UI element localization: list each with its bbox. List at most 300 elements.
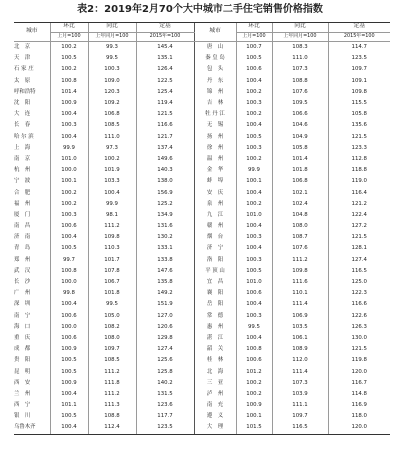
city-name-cell: 合 肥 [14,189,31,196]
city-name-cell: 桂 林 [194,355,236,366]
city-name-cell: 南 充 [194,400,236,411]
city-name-cell: 大 连 [14,111,31,118]
base-index-cell: 125.2 [136,199,194,210]
city-name-cell: 吉 林 [194,98,236,109]
yoy-index-cell: 110.3 [88,244,136,255]
table-row [14,53,390,64]
yoy-index-cell: 107.6 [272,87,328,98]
mom-index-cell: 100.2 [236,199,272,210]
table-body [14,42,390,435]
base-index-cell: 122.4 [328,210,390,221]
base-index-cell: 121.5 [136,109,194,120]
city-name-cell: 赣 州 [194,221,236,232]
mom-index-cell: 100.6 [50,311,88,322]
table-title: 表2：2019年2月70个大中城市二手住宅销售价格指数 [77,4,323,15]
yoy-index-cell: 104.9 [272,132,328,143]
yoy-index-cell: 108.5 [88,121,136,132]
yoy-index-cell: 108.8 [272,76,328,87]
yoy-index-cell: 111.4 [272,300,328,311]
yoy-index-cell: 108.9 [272,344,328,355]
header-yoy: 同比 [88,23,136,33]
yoy-index-cell: 111.2 [88,221,136,232]
mom-index-cell: 100.4 [50,232,88,243]
base-index-cell: 109.1 [328,76,390,87]
table-row [14,333,390,344]
base-index-cell: 120.0 [328,423,390,435]
city-name-cell: 扬 州 [194,132,236,143]
yoy-index-cell: 108.8 [88,411,136,422]
base-index-cell: 138.0 [136,176,194,187]
table-row [14,221,390,232]
yoy-index-cell: 108.7 [272,232,328,243]
city-name-cell: 厦 门 [14,211,31,218]
city-name-cell: 北 京 [14,44,31,51]
yoy-index-cell: 99.5 [88,300,136,311]
base-index-cell: 112.8 [328,154,390,165]
base-index-cell: 134.9 [136,210,194,221]
yoy-index-cell: 101.7 [88,255,136,266]
yoy-index-cell: 111.0 [272,53,328,64]
city-name-cell: 大 理 [194,423,236,435]
city-name-cell: 天 津 [14,55,31,62]
base-index-cell: 122.5 [136,76,194,87]
base-index-cell: 137.4 [136,143,194,154]
city-name-cell: 石 家 庄 [14,66,34,73]
base-index-cell: 123.5 [136,423,194,435]
city-name-cell: 无 锡 [194,121,236,132]
yoy-index-cell: 97.3 [88,143,136,154]
table-row [14,322,390,333]
city-name-cell: 昆 明 [14,368,31,375]
mom-index-cell: 100.9 [50,344,88,355]
base-index-cell: 128.1 [328,244,390,255]
header-yoy-right: 同比 [272,23,328,33]
table-header [14,23,390,42]
city-name-cell: 湛 江 [194,333,236,344]
city-name-cell: 南 宁 [14,312,31,319]
yoy-index-cell: 103.5 [272,322,328,333]
header-base-sub: 2015年=100 [136,32,194,42]
mom-index-cell: 100.8 [50,266,88,277]
base-index-cell: 121.7 [136,132,194,143]
city-name-cell: 武 汉 [14,267,31,274]
yoy-index-cell: 111.3 [88,400,136,411]
mom-index-cell: 100.1 [236,176,272,187]
city-name-cell: 重 庆 [14,334,31,341]
mom-index-cell: 100.3 [236,143,272,154]
header-city-right: 城市 [194,23,236,42]
table-row [14,210,390,221]
base-index-cell: 109.7 [328,65,390,76]
table-row [14,121,390,132]
mom-index-cell: 100.3 [236,255,272,266]
mom-index-cell: 99.8 [50,288,88,299]
mom-index-cell: 101.0 [236,210,272,221]
yoy-index-cell: 99.9 [88,199,136,210]
yoy-index-cell: 106.1 [272,333,328,344]
city-name-cell: 北 海 [194,367,236,378]
base-index-cell: 121.5 [328,232,390,243]
base-index-cell: 127.0 [136,311,194,322]
city-name-cell: 福 州 [14,200,31,207]
header-mom-sub: 上月=100 [50,32,88,42]
yoy-index-cell: 101.8 [272,165,328,176]
city-name-cell: 哈 尔 滨 [14,133,34,140]
yoy-index-cell: 99.3 [88,42,136,54]
city-name-cell: 沈 阳 [14,100,31,107]
yoy-index-cell: 106.8 [88,109,136,120]
mom-index-cell: 100.5 [50,244,88,255]
base-index-cell: 149.2 [136,288,194,299]
city-name-cell: 青 岛 [14,245,31,252]
base-index-cell: 116.6 [328,300,390,311]
table-row [14,143,390,154]
table-row [14,76,390,87]
mom-index-cell: 99.9 [236,165,272,176]
yoy-index-cell: 111.2 [88,389,136,400]
city-name-cell: 郑 州 [14,256,31,263]
yoy-index-cell: 109.8 [88,232,136,243]
city-name-cell: 乌鲁木齐 [14,423,50,435]
mom-index-cell: 101.4 [50,87,88,98]
table-row [14,389,390,400]
city-name-cell: 韶 关 [194,344,236,355]
mom-index-cell: 100.4 [236,244,272,255]
header-base: 定基 [136,23,194,33]
yoy-index-cell: 103.9 [272,389,328,400]
yoy-index-cell: 111.2 [88,367,136,378]
table-row [14,188,390,199]
base-index-cell: 151.9 [136,300,194,311]
base-index-cell: 116.4 [328,188,390,199]
base-index-cell: 127.4 [328,255,390,266]
base-index-cell: 135.8 [136,277,194,288]
yoy-index-cell: 109.7 [272,411,328,422]
base-index-cell: 116.9 [328,400,390,411]
table-row [14,199,390,210]
city-name-cell: 杭 州 [14,167,31,174]
mom-index-cell: 100.2 [236,378,272,389]
yoy-index-cell: 105.8 [272,143,328,154]
base-index-cell: 120.0 [328,367,390,378]
city-name-cell: 贵 阳 [14,357,31,364]
mom-index-cell: 100.1 [236,411,272,422]
city-name-cell: 惠 州 [194,322,236,333]
mom-index-cell: 100.9 [236,400,272,411]
price-index-table [14,22,390,435]
table-row [14,344,390,355]
yoy-index-cell: 111.0 [88,132,136,143]
base-index-cell: 145.4 [136,42,194,54]
city-name-cell: 济 南 [14,234,31,241]
yoy-index-cell: 107.3 [272,378,328,389]
table-row [14,42,390,54]
table-row [14,311,390,322]
header-base-right: 定基 [328,23,390,33]
header-mom-right: 环比 [236,23,272,33]
yoy-index-cell: 109.5 [272,98,328,109]
city-name-cell: 南 昌 [14,223,31,230]
city-name-cell: 宁 波 [14,178,31,185]
city-name-cell: 银 川 [14,413,31,420]
mom-index-cell: 100.9 [50,378,88,389]
mom-index-cell: 100.0 [50,165,88,176]
city-name-cell: 唐 山 [194,42,236,54]
base-index-cell: 126.4 [136,65,194,76]
city-name-cell: 济 宁 [194,244,236,255]
city-name-cell: 金 华 [194,165,236,176]
mom-index-cell: 100.6 [236,288,272,299]
yoy-index-cell: 102.1 [272,188,328,199]
mom-index-cell: 101.1 [50,400,88,411]
table-row [14,244,390,255]
city-name-cell: 宜 昌 [194,277,236,288]
mom-index-cell: 100.5 [236,266,272,277]
city-name-cell: 徐 州 [194,143,236,154]
mom-index-cell: 100.3 [236,232,272,243]
city-name-cell: 西 宁 [14,402,31,409]
base-index-cell: 122.3 [328,288,390,299]
base-index-cell: 147.6 [136,266,194,277]
base-index-cell: 125.6 [136,355,194,366]
yoy-index-cell: 107.3 [272,65,328,76]
header-city: 城市 [14,23,50,42]
mom-index-cell: 99.9 [50,143,88,154]
yoy-index-cell: 98.1 [88,210,136,221]
mom-index-cell: 99.7 [50,255,88,266]
base-index-cell: 131.6 [136,221,194,232]
yoy-index-cell: 109.2 [88,98,136,109]
base-index-cell: 122.6 [328,311,390,322]
yoy-index-cell: 107.6 [272,244,328,255]
city-name-cell: 兰 州 [14,390,31,397]
yoy-index-cell: 101.9 [88,165,136,176]
base-index-cell: 131.5 [136,389,194,400]
yoy-index-cell: 100.3 [88,65,136,76]
table-row [14,423,390,435]
yoy-index-cell: 111.4 [272,367,328,378]
base-index-cell: 125.8 [136,367,194,378]
mom-index-cell: 100.5 [50,53,88,64]
base-index-cell: 115.5 [328,98,390,109]
yoy-index-cell: 108.3 [272,42,328,54]
header-yoy-sub-right: 上年同月=100 [272,32,328,42]
table-row [14,266,390,277]
base-index-cell: 114.7 [328,42,390,54]
city-name-cell: 上 海 [14,144,31,151]
yoy-index-cell: 105.0 [88,311,136,322]
base-index-cell: 133.8 [136,255,194,266]
yoy-index-cell: 112.4 [88,423,136,435]
base-index-cell: 127.2 [328,221,390,232]
header-yoy-sub: 上年同月=100 [88,32,136,42]
city-name-cell: 秦 皇 岛 [194,53,236,64]
base-index-cell: 149.6 [136,154,194,165]
city-name-cell: 长 沙 [14,279,31,286]
base-index-cell: 135.6 [328,121,390,132]
base-index-cell: 118.0 [328,411,390,422]
mom-index-cell: 100.4 [50,109,88,120]
yoy-index-cell: 100.2 [88,154,136,165]
mom-index-cell: 100.4 [236,221,272,232]
base-index-cell: 116.6 [136,121,194,132]
table-row [14,300,390,311]
yoy-index-cell: 108.0 [88,333,136,344]
city-name-cell: 泉 州 [194,199,236,210]
city-name-cell: 锦 州 [194,87,236,98]
base-index-cell: 105.8 [328,109,390,120]
city-name-cell: 安 庆 [194,188,236,199]
table-row [14,232,390,243]
mom-index-cell: 100.6 [236,355,272,366]
mom-index-cell: 100.5 [50,411,88,422]
yoy-index-cell: 108.5 [88,355,136,366]
yoy-index-cell: 112.0 [272,355,328,366]
base-index-cell: 127.4 [136,344,194,355]
city-name-cell: 呼和浩特 [14,88,36,95]
table-row [14,165,390,176]
table-row [14,355,390,366]
city-name-cell: 蚌 埠 [194,176,236,187]
yoy-index-cell: 100.4 [88,188,136,199]
base-index-cell: 118.8 [328,165,390,176]
base-index-cell: 156.9 [136,188,194,199]
mom-index-cell: 100.6 [50,221,88,232]
base-index-cell: 130.0 [328,333,390,344]
base-index-cell: 123.3 [328,143,390,154]
yoy-index-cell: 101.4 [272,154,328,165]
mom-index-cell: 100.4 [50,423,88,435]
header-mom-sub-right: 上月=100 [236,32,272,42]
base-index-cell: 121.5 [328,132,390,143]
city-name-cell: 岳 阳 [194,300,236,311]
yoy-index-cell: 101.8 [88,288,136,299]
city-name-cell: 成 都 [14,346,31,353]
base-index-cell: 119.4 [136,98,194,109]
table-row [14,98,390,109]
city-name-cell: 烟 台 [194,232,236,243]
table-row [14,176,390,187]
base-index-cell: 119.0 [328,176,390,187]
mom-index-cell: 100.5 [236,132,272,143]
city-name-cell: 温 州 [194,154,236,165]
mom-index-cell: 100.2 [236,109,272,120]
mom-index-cell: 100.2 [50,65,88,76]
mom-index-cell: 100.5 [50,355,88,366]
mom-index-cell: 100.4 [236,121,272,132]
base-index-cell: 119.8 [328,355,390,366]
base-index-cell: 116.7 [328,378,390,389]
yoy-index-cell: 109.0 [88,76,136,87]
mom-index-cell: 100.5 [50,367,88,378]
city-name-cell: 西 安 [14,379,31,386]
city-name-cell: 牡 丹 江 [194,109,236,120]
table-row [14,411,390,422]
yoy-index-cell: 99.5 [88,53,136,64]
mom-index-cell: 100.0 [50,322,88,333]
table-row [14,65,390,76]
base-index-cell: 123.6 [136,400,194,411]
yoy-index-cell: 116.5 [272,423,328,435]
yoy-index-cell: 108.0 [272,221,328,232]
mom-index-cell: 100.4 [50,132,88,143]
mom-index-cell: 100.5 [236,53,272,64]
mom-index-cell: 100.9 [50,98,88,109]
mom-index-cell: 100.4 [236,333,272,344]
base-index-cell: 117.7 [136,411,194,422]
mom-index-cell: 100.2 [236,389,272,400]
mom-index-cell: 99.5 [236,322,272,333]
base-index-cell: 121.2 [328,199,390,210]
yoy-index-cell: 102.4 [272,199,328,210]
city-name-cell: 平 顶 山 [194,266,236,277]
city-name-cell: 长 春 [14,122,31,129]
mom-index-cell: 100.4 [236,300,272,311]
city-name-cell: 太 原 [14,77,31,84]
mom-index-cell: 100.6 [236,65,272,76]
city-name-cell: 洛 阳 [194,255,236,266]
mom-index-cell: 100.2 [236,87,272,98]
city-name-cell: 泸 州 [194,389,236,400]
base-index-cell: 109.8 [328,87,390,98]
yoy-index-cell: 107.8 [88,266,136,277]
yoy-index-cell: 104.8 [272,210,328,221]
base-index-cell: 116.5 [328,266,390,277]
city-name-cell: 遵 义 [194,411,236,422]
table-row [14,367,390,378]
yoy-index-cell: 106.9 [272,311,328,322]
base-index-cell: 120.6 [136,322,194,333]
yoy-index-cell: 108.2 [88,322,136,333]
mom-index-cell: 100.4 [50,389,88,400]
table-row [14,132,390,143]
mom-index-cell: 100.3 [50,210,88,221]
mom-index-cell: 101.2 [236,367,272,378]
base-index-cell: 129.8 [136,333,194,344]
base-index-cell: 126.3 [328,322,390,333]
city-name-cell: 广 州 [14,290,31,297]
base-index-cell: 114.8 [328,389,390,400]
table-row [14,87,390,98]
city-name-cell: 丹 东 [194,76,236,87]
yoy-index-cell: 111.2 [272,255,328,266]
mom-index-cell: 100.3 [236,311,272,322]
mom-index-cell: 101.0 [236,277,272,288]
base-index-cell: 135.1 [136,53,194,64]
yoy-index-cell: 104.6 [272,121,328,132]
table-row [14,378,390,389]
city-name-cell: 深 圳 [14,301,31,308]
city-name-cell: 襄 阳 [194,288,236,299]
yoy-index-cell: 111.6 [272,277,328,288]
yoy-index-cell: 106.6 [272,109,328,120]
city-name-cell: 包 头 [194,65,236,76]
mom-index-cell: 100.4 [236,76,272,87]
base-index-cell: 121.5 [328,344,390,355]
mom-index-cell: 100.3 [236,98,272,109]
table-row [14,288,390,299]
mom-index-cell: 100.2 [236,154,272,165]
city-name-cell: 南 京 [14,155,31,162]
yoy-index-cell: 111.8 [88,378,136,389]
header-base-sub-right: 2015年=100 [328,32,390,42]
mom-index-cell: 100.2 [50,188,88,199]
city-name-cell: 常 德 [194,311,236,322]
yoy-index-cell: 110.1 [272,288,328,299]
mom-index-cell: 100.0 [50,277,88,288]
header-mom: 环比 [50,23,88,33]
table-row [14,255,390,266]
